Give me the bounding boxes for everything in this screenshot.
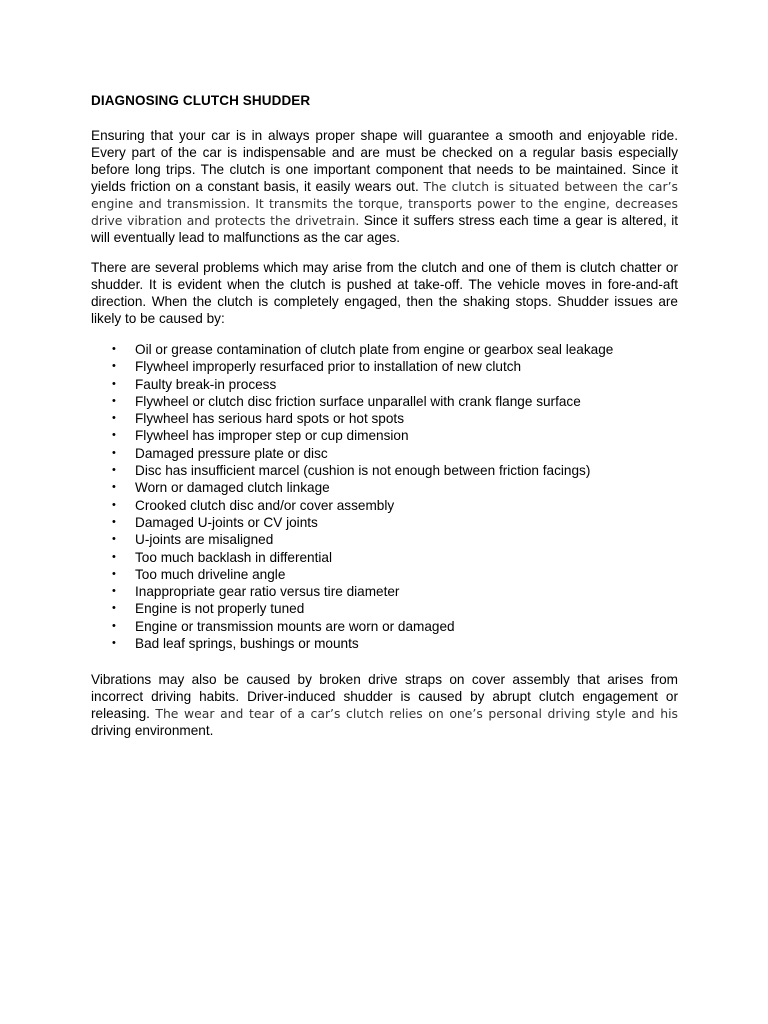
list-item: • Flywheel has serious hard spots or hot spots bbox=[112, 411, 404, 427]
problems-paragraph: There are several problems which may arise from the clutch and one of them is clutch chatter or shudder. It is evident when the clutch is pushed at take-off. The vehicle moves in fore-and-aft direction. When the clutch is completely engaged, then the shaking stops. Shudder issues are likely to be caused by: bbox=[91, 260, 678, 326]
list-item: • Crooked clutch disc and/or cover assembly bbox=[112, 497, 395, 513]
bullet-icon: • bbox=[112, 464, 116, 477]
bullet-icon: • bbox=[112, 394, 116, 407]
list-item: • Worn or damaged clutch linkage bbox=[112, 480, 330, 496]
list-item: • Bad leaf springs, bushings or mounts bbox=[112, 636, 359, 652]
list-item: • U-joints are misaligned bbox=[112, 532, 274, 548]
intro-text-c: Since it suffers stress each time a gear is altered, it will eventually lead to malfunctions as the car ages. bbox=[91, 213, 679, 245]
list-item: • Damaged U-joints or CV joints bbox=[112, 514, 318, 530]
causes-list bbox=[112, 341, 613, 652]
list-item: • Oil or grease contamination of clutch plate from engine or gearbox seal leakage bbox=[112, 342, 614, 357]
closing-paragraph bbox=[91, 671, 678, 739]
bullet-icon: • bbox=[112, 429, 116, 442]
bullet-icon: • bbox=[112, 567, 116, 580]
bullet-icon: • bbox=[112, 637, 116, 650]
bullet-icon: • bbox=[112, 343, 116, 355]
list-item: • Flywheel improperly resurfaced prior to installation of new clutch bbox=[112, 359, 522, 375]
list-item: • Flywheel has improper step or cup dimension bbox=[112, 428, 409, 444]
intro-paragraph bbox=[91, 127, 678, 246]
bullet-icon: • bbox=[112, 446, 116, 459]
list-item: • Flywheel or clutch disc friction surface unparallel with crank flange surface bbox=[112, 393, 581, 409]
document-title: DIAGNOSING CLUTCH SHUDDER bbox=[91, 93, 311, 108]
list-item: • Engine or transmission mounts are worn or damaged bbox=[112, 618, 455, 634]
closing-text-c: driving environment. bbox=[91, 723, 214, 738]
list-item: • Damaged pressure plate or disc bbox=[112, 445, 328, 461]
list-item: • Faulty break-in process bbox=[112, 376, 277, 392]
bullet-icon: • bbox=[112, 515, 116, 528]
list-item: • Inappropriate gear ratio versus tire diameter bbox=[112, 584, 400, 600]
list-item: • Too much driveline angle bbox=[112, 566, 286, 582]
bullet-icon: • bbox=[112, 550, 116, 563]
list-item: • Engine is not properly tuned bbox=[112, 601, 305, 617]
bullet-icon: • bbox=[112, 412, 116, 425]
bullet-icon: • bbox=[112, 377, 116, 390]
closing-text-a: Vibrations may also be caused by broken drive straps on cover assembly that arises from incorrect driving habits. Driver-induced shudder is caused by abrupt clutch engagement or releasing. bbox=[91, 672, 678, 721]
bullet-icon: • bbox=[112, 585, 116, 598]
intro-text-b: The clutch is situated between the car’s engine and transmission. It transmits the torque, transports power to the engine, decreases drive vibration and protects the drivetrain. bbox=[91, 179, 678, 228]
bullet-icon: • bbox=[112, 602, 116, 615]
list-item: • Too much backlash in differential bbox=[112, 549, 332, 565]
intro-text-a: Ensuring that your car is in always proper shape will guarantee a smooth and enjoyable ride. Every part of the car is indispensable and are must be checked on a regular basis especially before long trips. The clutch is one important component that needs to be maintained. Since it yields friction on a constant basis, it easily wears out. bbox=[91, 128, 678, 194]
bullet-icon: • bbox=[112, 360, 116, 373]
closing-text-b: The wear and tear of a car’s clutch relies on one’s personal driving style and his bbox=[155, 706, 678, 721]
bullet-icon: • bbox=[112, 481, 116, 494]
bullet-icon: • bbox=[112, 619, 116, 632]
list-item: • Disc has insufficient marcel (cushion is not enough between friction facings) bbox=[112, 463, 591, 479]
bullet-icon: • bbox=[112, 533, 116, 546]
bullet-icon: • bbox=[112, 498, 116, 511]
